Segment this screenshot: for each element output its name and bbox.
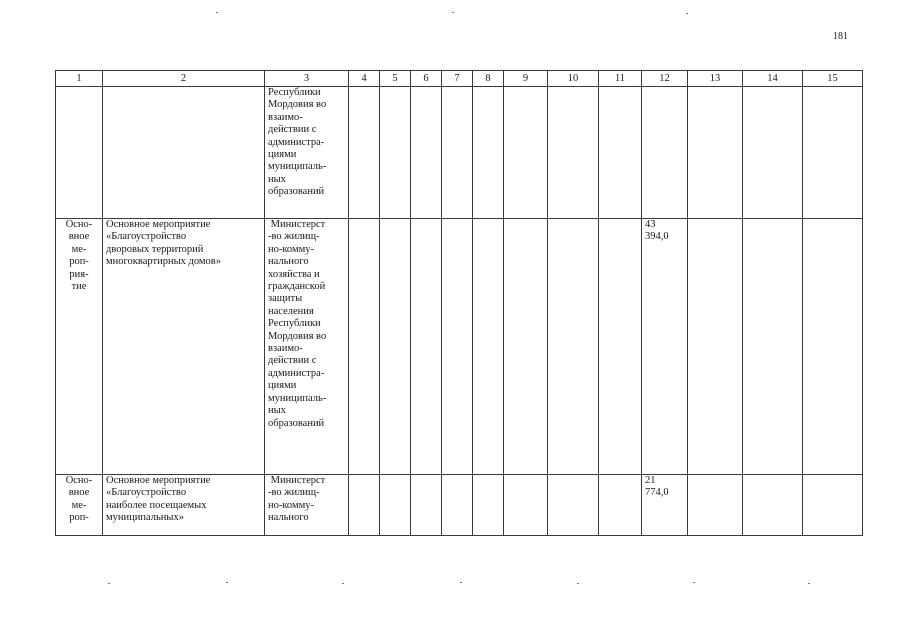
column-header: 1 [56,71,103,87]
scan-speck [460,582,462,583]
cell-empty [548,87,599,219]
cell-empty [504,87,548,219]
column-header: 11 [599,71,642,87]
scan-speck [686,13,688,14]
table-row [56,219,863,475]
column-header: 9 [504,71,548,87]
budget-table [55,70,863,536]
cell-amount: 43 394,0 [642,219,688,475]
table-row [56,87,863,219]
column-header: 8 [473,71,504,87]
column-header: 15 [803,71,863,87]
column-header: 12 [642,71,688,87]
scan-speck [693,582,695,583]
cell-empty [349,219,380,475]
cell-empty [548,475,599,536]
cell-type: Осно- вное ме- роп- рия- тие [56,219,103,475]
cell-type [56,87,103,219]
cell-empty [599,475,642,536]
cell-empty [411,475,442,536]
table-header-row [56,71,863,87]
column-header: 7 [442,71,473,87]
cell-empty [442,87,473,219]
page-number: 181 [833,31,848,42]
cell-empty [473,87,504,219]
cell-name: Основное мероприятие «Благоустройство дворовых территорий многоквартирных домов» [103,219,265,475]
cell-empty [548,219,599,475]
cell-empty [442,219,473,475]
cell-amount [642,87,688,219]
cell-empty [803,87,863,219]
cell-empty [380,87,411,219]
column-header: 6 [411,71,442,87]
cell-empty [688,87,743,219]
scan-speck [577,583,579,584]
cell-empty [349,475,380,536]
cell-empty [504,475,548,536]
cell-empty [803,219,863,475]
cell-empty [743,87,803,219]
cell-empty [473,219,504,475]
column-header: 4 [349,71,380,87]
scan-speck [808,583,810,584]
cell-executor: Министерст -во жилищ- но-комму- нального [265,475,349,536]
column-header: 2 [103,71,265,87]
cell-executor: Министерст -во жилищ- но-комму- нального хозяйства и гражданской защиты населения Республики Мордовия во взаимо- действии с администра- циями муниципаль- ных образований [265,219,349,475]
column-header: 13 [688,71,743,87]
cell-empty [349,87,380,219]
cell-empty [380,475,411,536]
scan-speck [452,12,454,13]
column-header: 14 [743,71,803,87]
scan-speck [226,582,228,583]
scan-speck [108,583,110,584]
table-row [56,475,863,536]
scan-speck [342,583,344,584]
cell-empty [599,87,642,219]
column-header: 3 [265,71,349,87]
cell-empty [411,87,442,219]
cell-executor: Республики Мордовия во взаимо- действии с администра- циями муниципаль- ных образований [265,87,349,219]
scan-speck [216,12,218,13]
column-header: 10 [548,71,599,87]
cell-empty [380,219,411,475]
cell-name: Основное мероприятие «Благоустройство наиболее посещаемых муниципальных» [103,475,265,536]
cell-empty [599,219,642,475]
cell-name [103,87,265,219]
cell-empty [411,219,442,475]
column-header: 5 [380,71,411,87]
cell-empty [442,475,473,536]
cell-type: Осно- вное ме- роп- [56,475,103,536]
cell-empty [743,475,803,536]
cell-amount: 21 774,0 [642,475,688,536]
cell-empty [803,475,863,536]
cell-empty [504,219,548,475]
cell-empty [688,475,743,536]
cell-empty [743,219,803,475]
cell-empty [473,475,504,536]
cell-empty [688,219,743,475]
